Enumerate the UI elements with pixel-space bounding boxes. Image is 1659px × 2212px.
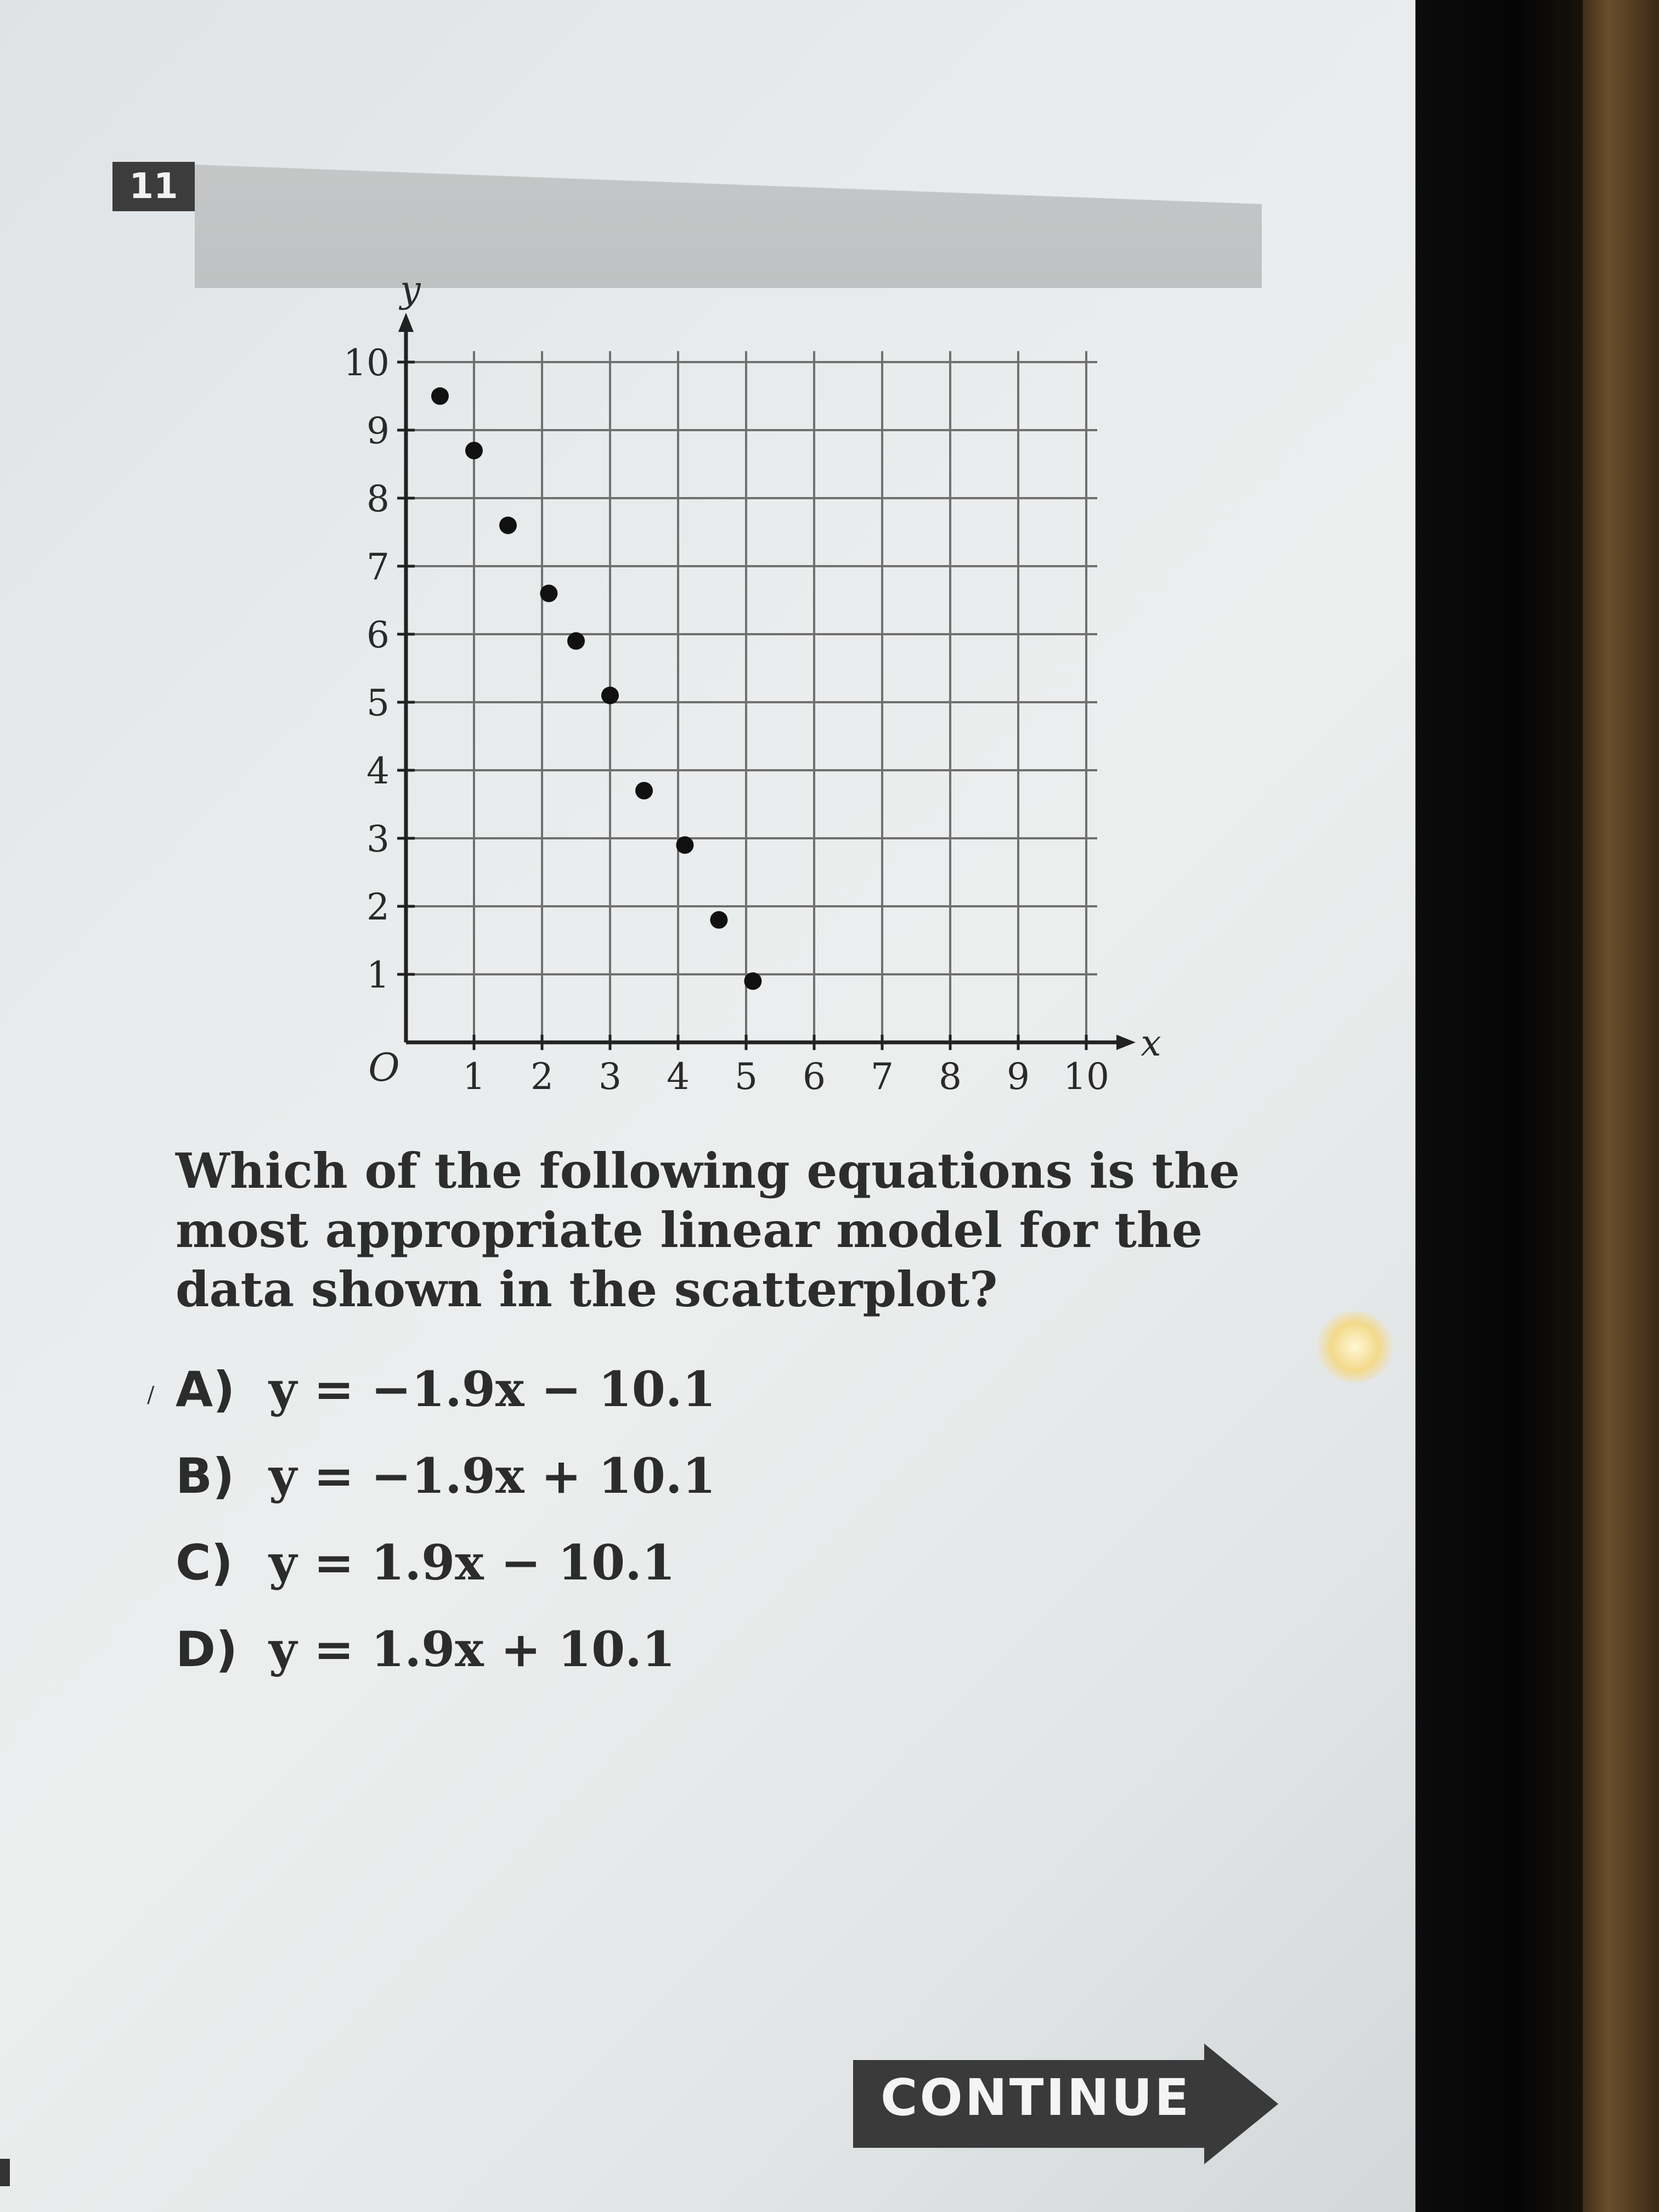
x-tick-label: 5 (735, 1056, 758, 1098)
answer-choice-a[interactable] (176, 1361, 998, 1447)
x-axis-arrow (1116, 1035, 1136, 1050)
light-glare (1317, 1311, 1393, 1383)
data-point (710, 911, 727, 929)
answer-choice-d[interactable] (176, 1621, 998, 1707)
answer-choice-c[interactable] (176, 1534, 998, 1621)
y-tick-label: 8 (366, 478, 390, 520)
y-tick-label: 10 (343, 342, 390, 384)
answer-letter: A) (176, 1361, 235, 1418)
x-tick-label: 9 (1007, 1056, 1030, 1098)
y-tick-label: 6 (366, 614, 390, 656)
y-tick-label: 9 (366, 410, 390, 452)
y-axis-arrow (398, 313, 414, 332)
data-point (540, 585, 557, 602)
answer-equation: y = −1.9x − 10.1 (269, 1361, 716, 1418)
data-point (676, 836, 693, 854)
data-point (431, 387, 449, 405)
data-point (499, 517, 517, 534)
data-point (465, 442, 483, 459)
x-tick-label: 6 (803, 1056, 826, 1098)
answer-equation: y = 1.9x + 10.1 (269, 1621, 676, 1678)
device-bezel (1413, 0, 1583, 2212)
data-point (601, 687, 619, 704)
x-tick-label: 1 (462, 1056, 486, 1098)
arrow-right-icon (1204, 2044, 1278, 2164)
scatterplot (307, 258, 1185, 1114)
y-tick-label: 3 (366, 818, 390, 860)
x-tick-label: 8 (939, 1056, 962, 1098)
answer-letter: C) (176, 1534, 233, 1591)
x-tick-label: 7 (871, 1056, 894, 1098)
wood-surface (1580, 0, 1659, 2212)
answer-choice-b[interactable] (176, 1447, 998, 1534)
answer-choices (176, 1361, 998, 1707)
y-tick-label: 1 (366, 954, 390, 996)
continue-button[interactable] (853, 2044, 1276, 2159)
data-point (567, 632, 585, 650)
edge-mark (0, 2159, 10, 2186)
x-axis-label: x (1141, 1022, 1161, 1064)
answer-equation: y = −1.9x + 10.1 (269, 1447, 716, 1504)
y-axis-label: y (400, 268, 421, 311)
answer-letter: B) (176, 1448, 235, 1504)
y-tick-label: 7 (366, 546, 390, 588)
y-tick-label: 2 (366, 886, 390, 928)
answer-letter: D) (176, 1621, 238, 1678)
origin-label: O (368, 1045, 400, 1090)
continue-label: CONTINUE (881, 2068, 1192, 2127)
pencil-mark: / (147, 1383, 155, 1408)
question-text: Which of the following equations is the most appropriate linear model for the data shown in the scatterplot? (176, 1142, 1240, 1318)
y-tick-label: 4 (366, 750, 390, 792)
x-tick-label: 2 (531, 1056, 554, 1098)
x-tick-label: 3 (599, 1056, 622, 1098)
question-number: 11 (112, 162, 195, 211)
x-tick-label: 10 (1063, 1056, 1109, 1098)
y-tick-label: 5 (366, 682, 390, 724)
answer-equation: y = 1.9x − 10.1 (269, 1534, 676, 1591)
x-tick-label: 4 (667, 1056, 690, 1098)
data-point (635, 782, 653, 799)
data-point (744, 972, 761, 990)
